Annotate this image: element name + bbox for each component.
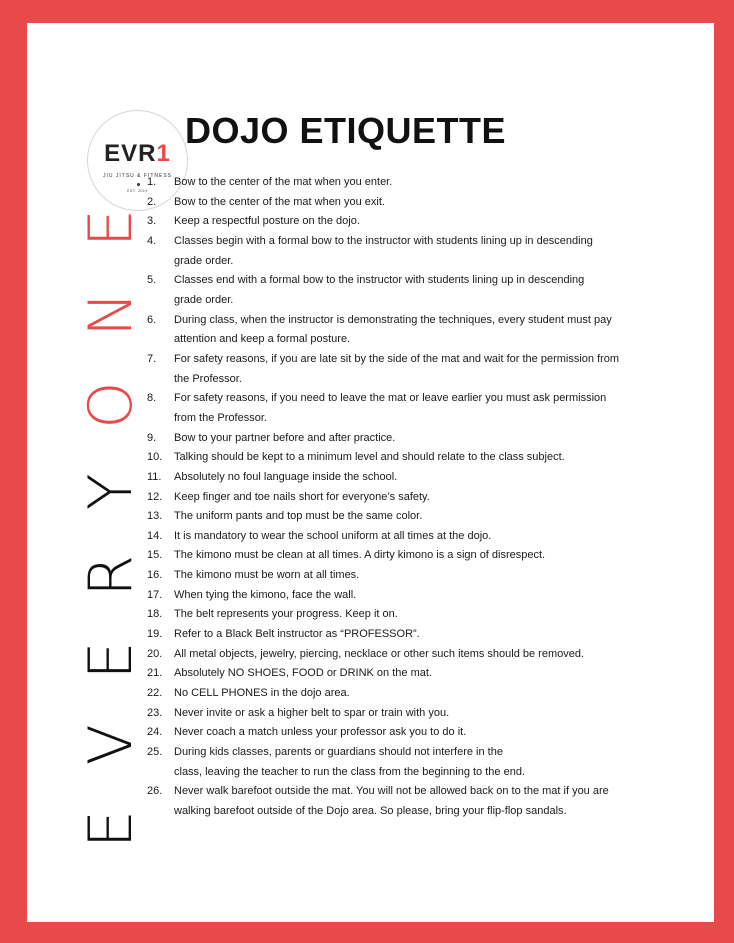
rule-number: 21.	[147, 667, 163, 680]
rule-text: The kimono must be worn at all times.	[174, 569, 360, 582]
rule-text: Absolutely NO SHOES, FOOD or DRINK on the mat.	[174, 667, 432, 680]
rule-number: 19.	[147, 628, 163, 641]
rule-item-continuation	[147, 763, 707, 783]
vertical-letter: E	[76, 641, 146, 680]
rule-number	[147, 291, 174, 311]
rule-text: Never walk barefoot outside the mat. You will not be allowed back on to the mat if you are	[174, 785, 609, 798]
rule-item	[147, 527, 707, 547]
logo-mark-prefix: EVR	[104, 140, 157, 167]
rule-text: the Professor.	[174, 372, 242, 385]
rule-number	[147, 252, 174, 272]
rule-text: Absolutely no foul language inside the school.	[174, 470, 398, 483]
rule-number: 18.	[147, 608, 163, 621]
rule-text: No CELL PHONES in the dojo area.	[174, 687, 350, 700]
rule-number: 6.	[147, 313, 157, 326]
rule-text: The kimono must be clean at all times. A dirty kimono is a sign of disrespect.	[174, 549, 546, 562]
logo-established: EST. 2019	[127, 189, 148, 193]
vertical-letter: E	[76, 810, 146, 848]
rule-text: The uniform pants and top must be the same color.	[174, 510, 423, 523]
rule-item	[147, 782, 707, 802]
rule-text: All metal objects, jewelry, piercing, necklace or other such items should be removed.	[174, 647, 585, 660]
rule-text: During class, when the instructor is demonstrating the techniques, every student must pay	[174, 313, 612, 326]
rule-text: Never invite or ask a higher belt to spar or train with you.	[174, 706, 450, 719]
rule-item	[147, 625, 707, 645]
rule-number: 20.	[147, 647, 163, 660]
rule-text: When tying the kimono, face the wall.	[174, 588, 357, 601]
rule-text: Classes end with a formal bow to the instructor with students lining up in descending	[174, 274, 585, 287]
rule-number: 12.	[147, 490, 163, 503]
rule-text: It is mandatory to wear the school uniform at all times at the dojo.	[174, 529, 492, 542]
rule-text: class, leaving the teacher to run the class from the beginning to the end.	[174, 765, 525, 778]
logo-subtitle: JIU JITSU & FITNESS	[102, 173, 172, 179]
rule-text: Refer to a Black Belt instructor as “PROFESSOR”.	[174, 628, 420, 641]
rule-item	[147, 212, 707, 232]
rule-item	[147, 488, 707, 508]
rule-text: attention and keep a formal posture.	[174, 333, 351, 346]
rule-text: grade order.	[174, 254, 234, 267]
rule-item	[147, 704, 707, 724]
rule-item	[147, 566, 707, 586]
rule-item	[147, 173, 707, 193]
rule-item	[147, 605, 707, 625]
rule-text: Keep a respectful posture on the dojo.	[174, 215, 360, 228]
rule-item	[147, 645, 707, 665]
rule-item-continuation	[147, 370, 707, 390]
logo-dot	[137, 183, 140, 186]
rule-number: 24.	[147, 726, 163, 739]
rule-number: 1.	[147, 176, 157, 188]
rule-item-continuation	[147, 252, 707, 272]
rule-number: 4.	[147, 234, 157, 247]
rule-text: Bow to the center of the mat when you enter.	[174, 176, 393, 188]
rule-text: For safety reasons, if you need to leave the mat or leave earlier you must ask permission	[174, 392, 607, 405]
rule-number	[147, 370, 174, 390]
rule-text: Bow to your partner before and after practice.	[174, 431, 396, 444]
rule-text: During kids classes, parents or guardians should not interfere in the	[174, 746, 503, 759]
rule-item-continuation	[147, 409, 707, 429]
rule-number: 23.	[147, 706, 163, 719]
rule-item-continuation	[147, 330, 707, 350]
page-title: DOJO ETIQUETTE	[185, 110, 507, 151]
rule-number: 5.	[147, 274, 157, 287]
rule-text: from the Professor.	[174, 411, 267, 424]
rule-item	[147, 389, 707, 409]
etiquette-rules-list	[147, 173, 707, 822]
rule-item	[147, 429, 707, 449]
rule-number: 15.	[147, 549, 163, 562]
rule-text: Keep finger and toe nails short for everyone’s safety.	[174, 490, 430, 503]
rule-text: walking barefoot outside of the Dojo area. So please, bring your flip-flop sandals.	[174, 805, 567, 817]
rule-number	[147, 802, 174, 822]
rule-number: 7.	[147, 352, 157, 365]
rule-item	[147, 507, 707, 527]
rule-number	[147, 330, 174, 350]
rule-text: Talking should be kept to a minimum level and should relate to the class subject.	[174, 451, 565, 464]
rule-number: 16.	[147, 569, 163, 582]
rule-item	[147, 586, 707, 606]
rule-number: 8.	[147, 392, 157, 405]
poster-sheet	[27, 23, 714, 922]
rule-text: The belt represents your progress. Keep it on.	[174, 608, 398, 621]
rule-text: Never coach a match unless your professor ask you to do it.	[174, 726, 467, 739]
vertical-word-everyone	[76, 209, 146, 848]
rule-item	[147, 350, 707, 370]
rule-text: Bow to the center of the mat when you exit.	[174, 195, 385, 208]
rule-item	[147, 448, 707, 468]
rule-item	[147, 232, 707, 252]
rule-item	[147, 743, 707, 763]
rule-number: 2.	[147, 195, 157, 208]
vertical-letter: R	[76, 554, 146, 597]
rule-item	[147, 684, 707, 704]
rule-item-continuation	[147, 291, 707, 311]
rule-number: 10.	[147, 451, 163, 464]
rule-item	[147, 311, 707, 331]
rule-text: grade order.	[174, 293, 234, 306]
rule-number: 14.	[147, 529, 163, 542]
logo-mark	[88, 140, 187, 168]
rule-number	[147, 763, 174, 783]
vertical-letter: V	[76, 724, 146, 766]
rule-item	[147, 271, 707, 291]
rule-number: 13.	[147, 510, 163, 523]
vertical-letter: N	[76, 291, 146, 337]
rule-number: 11.	[147, 470, 162, 483]
vertical-letter: Y	[76, 473, 146, 511]
rule-number: 17.	[147, 588, 163, 601]
rule-item	[147, 546, 707, 566]
rule-item	[147, 468, 707, 488]
rule-number: 9.	[147, 431, 157, 444]
rule-text: Classes begin with a formal bow to the instructor with students lining up in descending	[174, 234, 593, 247]
rule-item	[147, 723, 707, 743]
rule-number	[147, 409, 174, 429]
vertical-letter: O	[76, 381, 146, 429]
rule-item	[147, 664, 707, 684]
rule-number: 26.	[147, 785, 163, 798]
rule-item-continuation	[147, 802, 707, 822]
rule-number: 3.	[147, 215, 157, 228]
rule-number: 25.	[147, 746, 163, 759]
rule-text: For safety reasons, if you are late sit by the side of the mat and wait for the permission from	[174, 352, 620, 365]
rule-number: 22.	[147, 687, 163, 700]
rule-item	[147, 193, 707, 213]
logo-mark-suffix: 1	[156, 140, 171, 167]
vertical-letter: E	[76, 209, 146, 247]
